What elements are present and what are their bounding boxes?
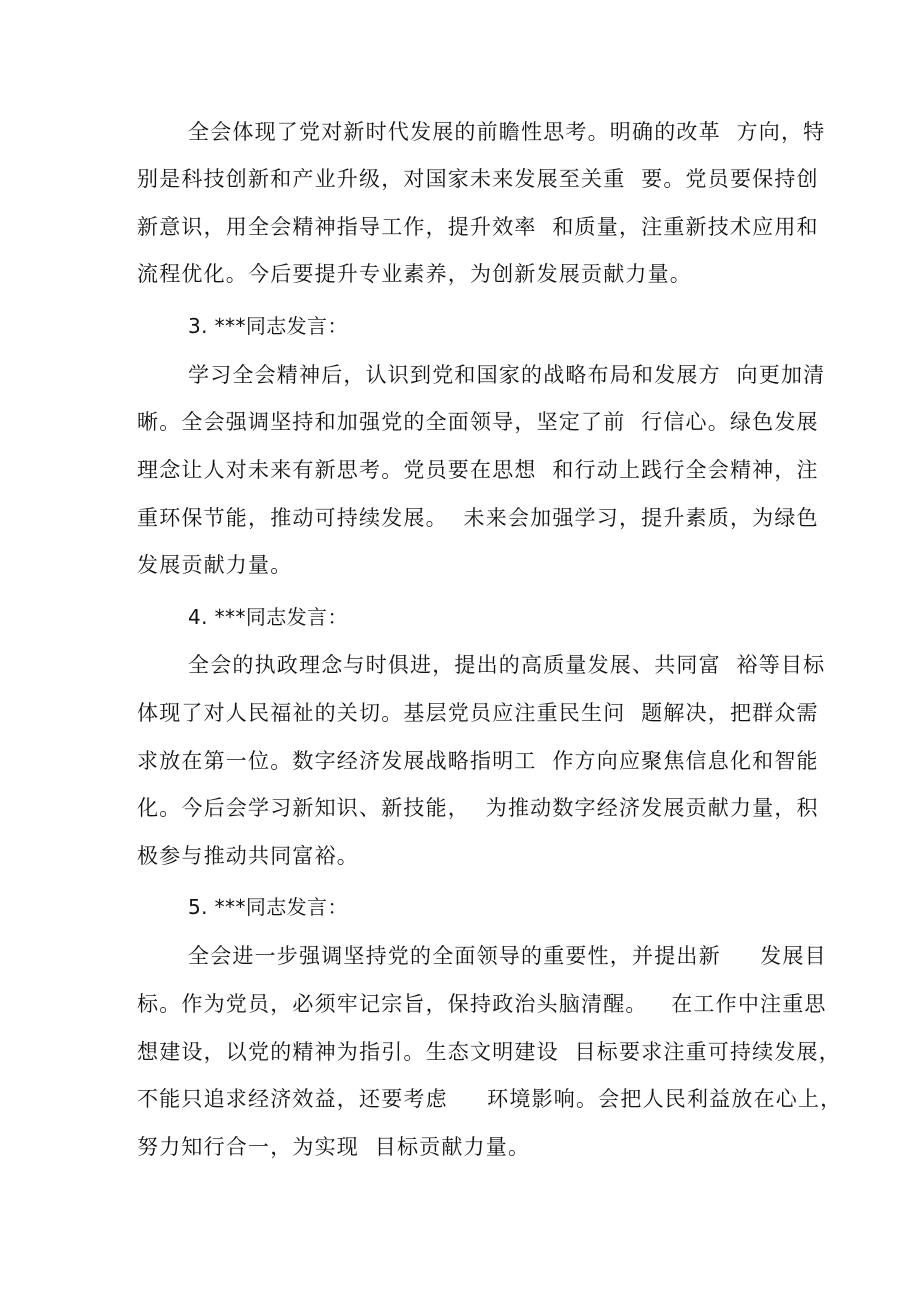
paragraph-4-line-3: 求放在第一位。数字经济发展战略指明工 作方向应聚焦信息化和智能 <box>137 749 819 773</box>
paragraph-5-line-2: 标。作为党员，必须牢记宗旨，保持政治头脑清醒。 在工作中注重思 <box>137 992 827 1016</box>
speaker-3-heading: 3. ***同志发言： <box>188 314 348 338</box>
paragraph-3-line-1: 学习全会精神后，认识到党和国家的战略布局和发展方 向更加清 <box>188 363 826 387</box>
paragraph-4-line-2: 体现了对人民福祉的关切。基层党员应注重民生问 题解决，把群众需 <box>137 701 819 725</box>
speaker-4-heading: 4. ***同志发言： <box>188 605 348 629</box>
paragraph-1-line-1: 全会体现了党对新时代发展的前瞻性思考。明确的改革 方向，特 <box>188 120 826 144</box>
paragraph-5-line-5: 努力知行合一，为实现 目标贡献力量。 <box>137 1135 531 1159</box>
paragraph-5-line-4: 不能只追求经济效益，还要考虑 环境影响。会把人民利益放在心上， <box>137 1087 843 1111</box>
paragraph-4-line-4: 化。今后会学习新知识、新技能， 为推动数字经济发展贡献力量，积 <box>137 796 819 820</box>
speaker-5-heading: 5. ***同志发言： <box>188 895 348 919</box>
paragraph-1-line-4: 流程优化。今后要提升专业素养，为创新发展贡献力量。 <box>137 262 692 286</box>
paragraph-5-line-3: 想建设，以党的精神为指引。生态文明建设 目标要求注重可持续发展， <box>137 1040 841 1064</box>
paragraph-4-line-5: 极参与推动共同富裕。 <box>137 844 359 868</box>
paragraph-3-line-5: 发展贡献力量。 <box>137 553 293 577</box>
paragraph-3-line-3: 理念让人对未来有新思考。党员要在思想 和行动上践行全会精神，注 <box>137 458 819 482</box>
paragraph-3-line-4: 重环保节能，推动可持续发展。 未来会加强学习，提升素质，为绿色 <box>137 506 819 530</box>
paragraph-1-line-3: 新意识，用全会精神指导工作，提升效率 和质量，注重新技术应用和 <box>137 215 819 239</box>
paragraph-1-line-2: 别是科技创新和产业升级，对国家未来发展至关重 要。党员要保持创 <box>137 167 819 191</box>
paragraph-3-line-2: 晰。全会强调坚持和加强党的全面领导，坚定了前 行信心。绿色发展 <box>137 410 819 434</box>
paragraph-5-line-1: 全会进一步强调坚持党的全面领导的重要性，并提出新 发展目 <box>188 944 827 968</box>
paragraph-4-line-1: 全会的执政理念与时俱进，提出的高质量发展、共同富 裕等目标 <box>188 653 826 677</box>
